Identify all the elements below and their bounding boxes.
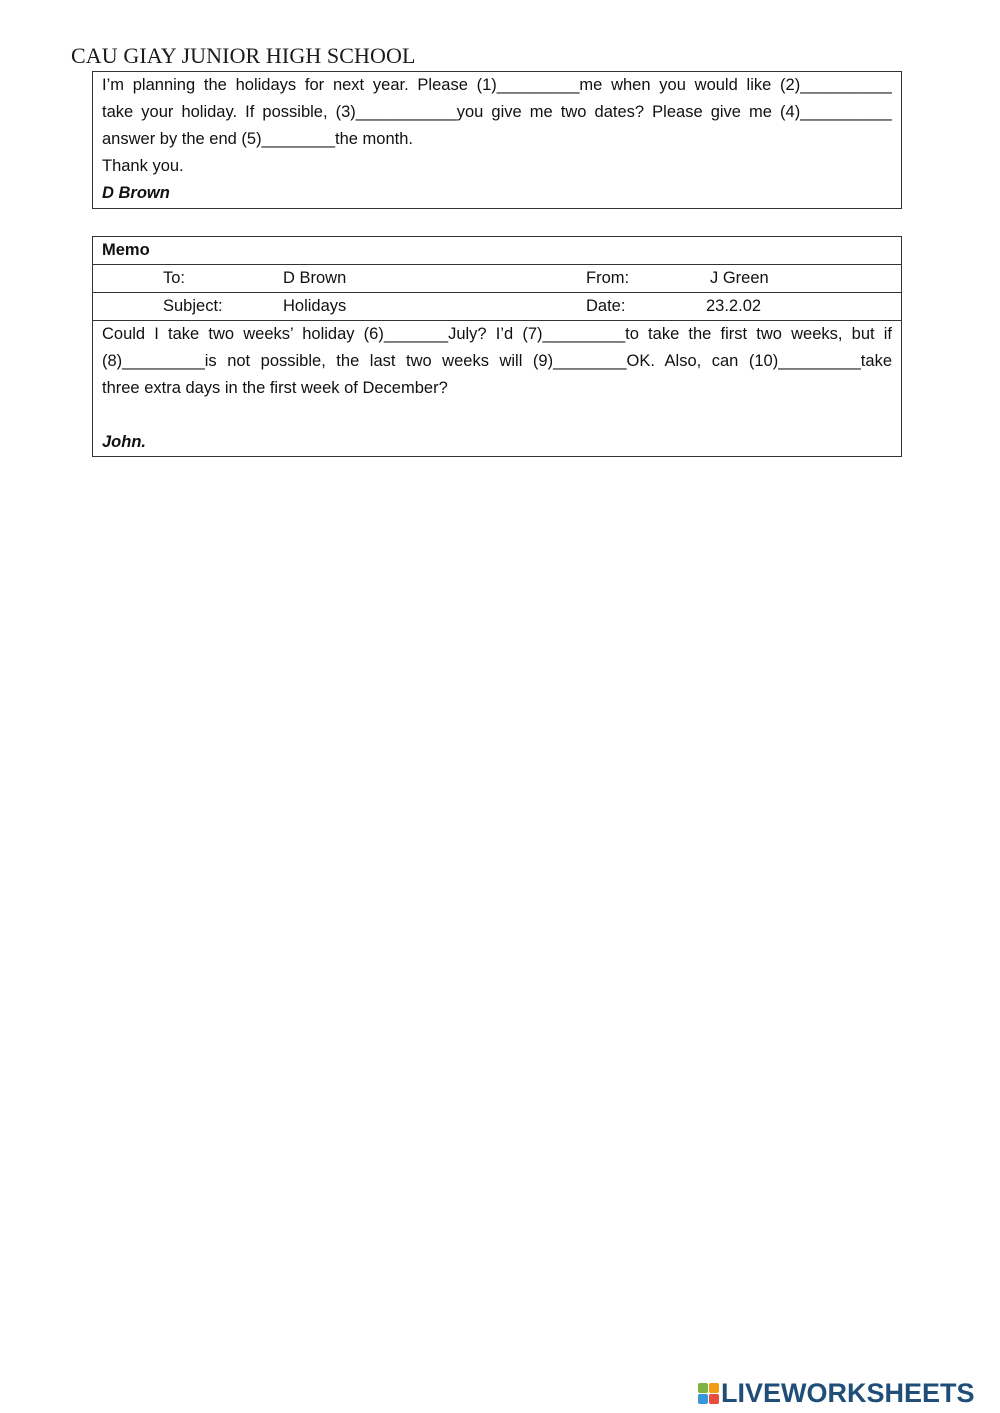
note-line: I’m planning the holidays for next year. Please (1)_________me when you would like (2)__________ [102, 76, 892, 94]
memo-date-label: Date: [586, 297, 626, 315]
liveworksheets-logo-text: LIVEWORKSHEETS [721, 1378, 975, 1408]
memo-signature: John. [102, 433, 146, 451]
note-line: answer by the end (5)________the month. [102, 130, 413, 148]
memo-box [92, 236, 902, 457]
school-title: CAU GIAY JUNIOR HIGH SCHOOL [71, 43, 416, 68]
memo-body [93, 321, 901, 456]
memo-heading-row [93, 237, 901, 265]
note-line: take your holiday. If possible, (3)___________you give me two dates? Please give me (4)__________ [102, 103, 892, 121]
memo-body-line: Could I take two weeks’ holiday (6)_______July? I’d (7)_________to take the first two weeks, but if [102, 325, 892, 343]
memo-subject-label: Subject: [163, 297, 223, 315]
memo-body-line: three extra days in the first week of December? [102, 379, 448, 397]
memo-to-label: To: [163, 269, 186, 287]
note-box [92, 71, 902, 209]
memo-to-value: D Brown [283, 269, 347, 287]
memo-subject-value: Holidays [283, 297, 347, 315]
note-signature: D Brown [102, 184, 170, 202]
memo-spacer [102, 402, 892, 429]
memo-from-value: J Green [710, 269, 769, 287]
memo-date-value: 23.2.02 [706, 297, 762, 315]
liveworksheets-logo [697, 1377, 993, 1409]
memo-heading: Memo [102, 241, 150, 259]
memo-to-row [93, 265, 901, 293]
memo-from-label: From: [586, 269, 630, 287]
memo-subject-row [93, 293, 901, 321]
note-line: Thank you. [102, 157, 184, 175]
memo-body-line: (8)_________is not possible, the last two weeks will (9)________OK. Also, can (10)_________take [102, 352, 892, 370]
liveworksheets-logo-icon [697, 1377, 721, 1409]
